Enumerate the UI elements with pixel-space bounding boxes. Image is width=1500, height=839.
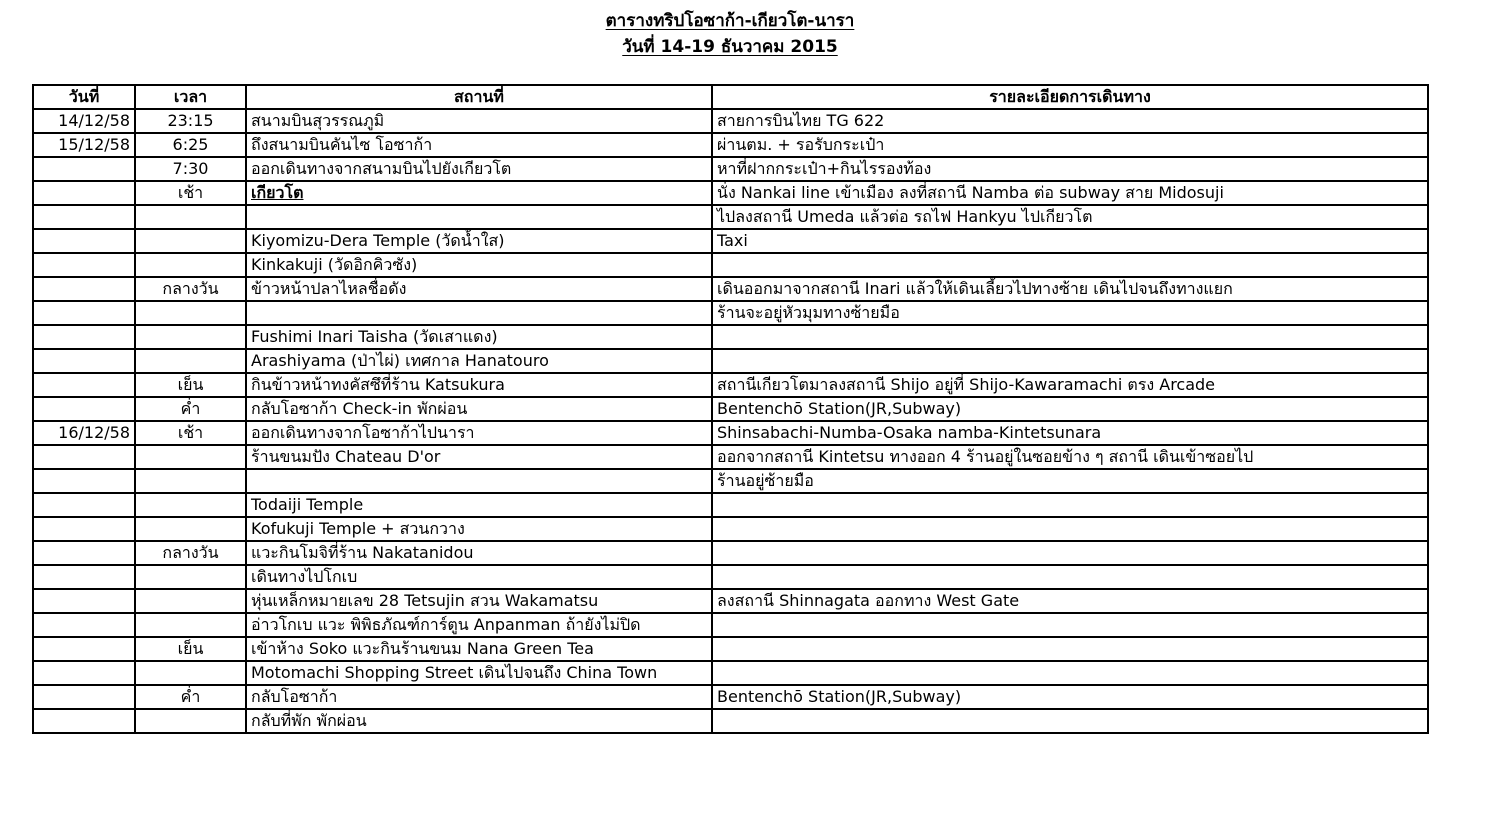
cell-detail: ร้านอยู่ซ้ายมือ bbox=[712, 469, 1428, 493]
table-row bbox=[33, 229, 1428, 253]
cell-detail: Taxi bbox=[712, 229, 1428, 253]
table-row bbox=[33, 685, 1428, 709]
cell-detail bbox=[712, 253, 1428, 277]
cell-place: กินข้าวหน้าทงคัสซึที่ร้าน Katsukura bbox=[246, 373, 712, 397]
itinerary-table bbox=[32, 84, 1429, 734]
table-row bbox=[33, 565, 1428, 589]
table-row bbox=[33, 157, 1428, 181]
cell-date bbox=[33, 517, 135, 541]
cell-detail bbox=[712, 517, 1428, 541]
cell-place: แวะกินโมจิที่ร้าน Nakatanidou bbox=[246, 541, 712, 565]
cell-time bbox=[135, 589, 246, 613]
cell-date bbox=[33, 709, 135, 733]
cell-time bbox=[135, 517, 246, 541]
cell-place: ออกเดินทางจากสนามบินไปยังเกียวโต bbox=[246, 157, 712, 181]
cell-place: Arashiyama (ป่าไผ่) เทศกาล Hanatouro bbox=[246, 349, 712, 373]
table-row bbox=[33, 661, 1428, 685]
cell-time: ค่ำ bbox=[135, 397, 246, 421]
cell-time bbox=[135, 229, 246, 253]
cell-place: Fushimi Inari Taisha (วัดเสาแดง) bbox=[246, 325, 712, 349]
table-row bbox=[33, 205, 1428, 229]
cell-date: 16/12/58 bbox=[33, 421, 135, 445]
cell-time bbox=[135, 709, 246, 733]
cell-date bbox=[33, 469, 135, 493]
table-row bbox=[33, 325, 1428, 349]
cell-place: Kofukuji Temple + สวนกวาง bbox=[246, 517, 712, 541]
cell-detail bbox=[712, 349, 1428, 373]
cell-time: เช้า bbox=[135, 421, 246, 445]
table-row bbox=[33, 277, 1428, 301]
cell-date bbox=[33, 181, 135, 205]
header-date: วันที่ bbox=[33, 85, 135, 109]
cell-place: Kinkakuji (วัดอิกคิวซัง) bbox=[246, 253, 712, 277]
cell-time bbox=[135, 253, 246, 277]
cell-date bbox=[33, 397, 135, 421]
table-row bbox=[33, 301, 1428, 325]
cell-time: ค่ำ bbox=[135, 685, 246, 709]
cell-place: หุ่นเหล็กหมายเลข 28 Tetsujin สวน Wakamatsu bbox=[246, 589, 712, 613]
cell-detail: Bentenchō Station(JR,Subway) bbox=[712, 397, 1428, 421]
cell-date: 15/12/58 bbox=[33, 133, 135, 157]
cell-time bbox=[135, 565, 246, 589]
cell-detail: ไปลงสถานี Umeda แล้วต่อ รถไฟ Hankyu ไปเกียวโต bbox=[712, 205, 1428, 229]
cell-time: กลางวัน bbox=[135, 541, 246, 565]
cell-date bbox=[33, 565, 135, 589]
table-row bbox=[33, 709, 1428, 733]
cell-place: เดินทางไปโกเบ bbox=[246, 565, 712, 589]
cell-place bbox=[246, 301, 712, 325]
cell-place bbox=[246, 205, 712, 229]
cell-detail bbox=[712, 493, 1428, 517]
table-row bbox=[33, 421, 1428, 445]
itinerary-table-header bbox=[33, 85, 1428, 109]
cell-place-text: เกียวโต bbox=[251, 183, 304, 202]
table-row bbox=[33, 397, 1428, 421]
table-row bbox=[33, 637, 1428, 661]
cell-place: กลับที่พัก พักผ่อน bbox=[246, 709, 712, 733]
cell-place bbox=[246, 469, 712, 493]
cell-detail: เดินออกมาจากสถานี Inari แล้วให้เดินเลี้ยวไปทางซ้าย เดินไปจนถึงทางแยก bbox=[712, 277, 1428, 301]
table-row bbox=[33, 373, 1428, 397]
cell-time bbox=[135, 661, 246, 685]
cell-detail: ลงสถานี Shinnagata ออกทาง West Gate bbox=[712, 589, 1428, 613]
header-time: เวลา bbox=[135, 85, 246, 109]
cell-date: 14/12/58 bbox=[33, 109, 135, 133]
cell-time bbox=[135, 325, 246, 349]
cell-place: Todaiji Temple bbox=[246, 493, 712, 517]
cell-detail bbox=[712, 613, 1428, 637]
cell-detail: Shinsabachi-Numba-Osaka namba-Kintetsunara bbox=[712, 421, 1428, 445]
cell-detail: สถานีเกียวโตมาลงสถานี Shijo อยู่ที่ Shijo-Kawaramachi ตรง Arcade bbox=[712, 373, 1428, 397]
cell-time: เช้า bbox=[135, 181, 246, 205]
cell-time: กลางวัน bbox=[135, 277, 246, 301]
cell-detail bbox=[712, 709, 1428, 733]
cell-date bbox=[33, 589, 135, 613]
cell-detail: ร้านจะอยู่หัวมุมทางซ้ายมือ bbox=[712, 301, 1428, 325]
table-row bbox=[33, 541, 1428, 565]
cell-time: 23:15 bbox=[135, 109, 246, 133]
cell-time: เย็น bbox=[135, 373, 246, 397]
cell-date bbox=[33, 229, 135, 253]
header-row bbox=[33, 85, 1428, 109]
document-subtitle-dates: วันที่ 14-19 ธันวาคม 2015 bbox=[622, 37, 838, 57]
cell-detail: ออกจากสถานี Kintetsu ทางออก 4 ร้านอยู่ในซอยข้าง ๆ สถานี เดินเข้าซอยไป bbox=[712, 445, 1428, 469]
cell-date bbox=[33, 325, 135, 349]
cell-date bbox=[33, 277, 135, 301]
cell-place: ข้าวหน้าปลาไหลชื่อดัง bbox=[246, 277, 712, 301]
cell-detail bbox=[712, 325, 1428, 349]
cell-detail: Bentenchō Station(JR,Subway) bbox=[712, 685, 1428, 709]
cell-time bbox=[135, 493, 246, 517]
table-row bbox=[33, 493, 1428, 517]
cell-detail: นั่ง Nankai line เข้าเมือง ลงที่สถานี Namba ต่อ subway สาย Midosuji bbox=[712, 181, 1428, 205]
cell-detail: สายการบินไทย TG 622 bbox=[712, 109, 1428, 133]
cell-date bbox=[33, 613, 135, 637]
cell-place: ถึงสนามบินคันไซ โอซาก้า bbox=[246, 133, 712, 157]
cell-time: เย็น bbox=[135, 637, 246, 661]
cell-date bbox=[33, 661, 135, 685]
cell-place: กลับโอซาก้า bbox=[246, 685, 712, 709]
cell-detail bbox=[712, 541, 1428, 565]
cell-detail bbox=[712, 637, 1428, 661]
cell-detail: ผ่านตม. + รอรับกระเป๋า bbox=[712, 133, 1428, 157]
cell-time bbox=[135, 301, 246, 325]
cell-date bbox=[33, 157, 135, 181]
document-title: ตารางทริปโอซาก้า-เกียวโต-นารา bbox=[605, 11, 855, 31]
header-detail: รายละเอียดการเดินทาง bbox=[712, 85, 1428, 109]
cell-place: Kiyomizu-Dera Temple (วัดน้ำใส) bbox=[246, 229, 712, 253]
cell-time: 6:25 bbox=[135, 133, 246, 157]
cell-date bbox=[33, 349, 135, 373]
table-row bbox=[33, 445, 1428, 469]
cell-place: เข้าห้าง Soko แวะกินร้านขนม Nana Green Tea bbox=[246, 637, 712, 661]
cell-date bbox=[33, 253, 135, 277]
table-row bbox=[33, 253, 1428, 277]
table-row bbox=[33, 349, 1428, 373]
cell-date bbox=[33, 445, 135, 469]
header-place: สถานที่ bbox=[246, 85, 712, 109]
table-row bbox=[33, 109, 1428, 133]
table-row bbox=[33, 133, 1428, 157]
cell-place: Motomachi Shopping Street เดินไปจนถึง China Town bbox=[246, 661, 712, 685]
table-row bbox=[33, 589, 1428, 613]
cell-date bbox=[33, 373, 135, 397]
document-title-block bbox=[0, 8, 1460, 60]
itinerary-table-body bbox=[33, 109, 1428, 733]
cell-time bbox=[135, 445, 246, 469]
table-row bbox=[33, 613, 1428, 637]
cell-date bbox=[33, 637, 135, 661]
cell-time bbox=[135, 469, 246, 493]
cell-place: กลับโอซาก้า Check-in พักผ่อน bbox=[246, 397, 712, 421]
cell-place: สนามบินสุวรรณภูมิ bbox=[246, 109, 712, 133]
cell-place: ร้านขนมปัง Chateau D'or bbox=[246, 445, 712, 469]
cell-detail: หาที่ฝากกระเป๋า+กินไรรองท้อง bbox=[712, 157, 1428, 181]
table-row bbox=[33, 517, 1428, 541]
cell-detail bbox=[712, 565, 1428, 589]
cell-time bbox=[135, 205, 246, 229]
cell-place bbox=[246, 181, 712, 205]
cell-date bbox=[33, 301, 135, 325]
cell-time: 7:30 bbox=[135, 157, 246, 181]
table-row bbox=[33, 469, 1428, 493]
cell-date bbox=[33, 685, 135, 709]
cell-detail bbox=[712, 661, 1428, 685]
cell-place: ออกเดินทางจากโอซาก้าไปนารา bbox=[246, 421, 712, 445]
cell-place: อ่าวโกเบ แวะ พิพิธภัณฑ์การ์ตูน Anpanman ถ้ายังไม่ปิด bbox=[246, 613, 712, 637]
table-row bbox=[33, 181, 1428, 205]
cell-time bbox=[135, 349, 246, 373]
cell-time bbox=[135, 613, 246, 637]
cell-date bbox=[33, 493, 135, 517]
cell-date bbox=[33, 541, 135, 565]
cell-date bbox=[33, 205, 135, 229]
